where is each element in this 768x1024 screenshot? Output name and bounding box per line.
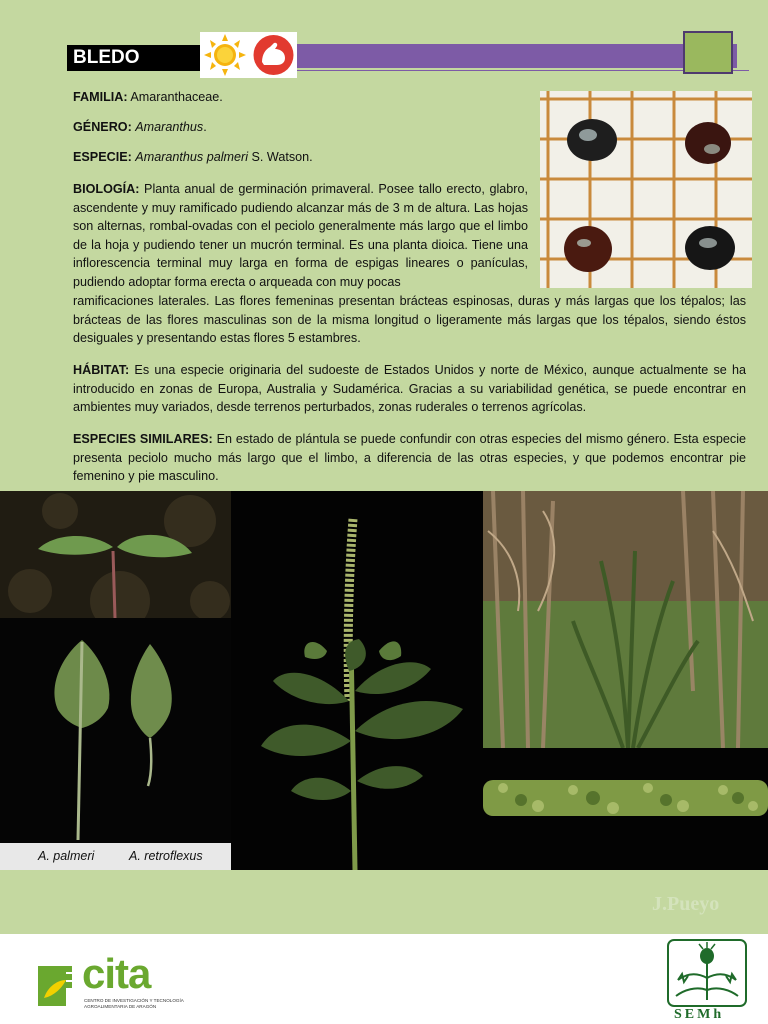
page-title: BLEDO [67, 45, 200, 71]
spike-photo [483, 748, 768, 870]
especie-line [73, 148, 746, 167]
header [0, 0, 768, 80]
habitat-text: Es una especie originaria del sudoeste de Estados Unidos y norte de México, aunque actualmente se ha introducido en zonas de Europa, Australia y Sudamérica. Gracias a su variabilidad genética, se puede encontrar en ambientes muy variados, desde terrenos perturbados, zonas ruderales o terrenos agrícolas. [73, 363, 746, 414]
cita-leaf-icon [36, 964, 80, 1012]
header-bar [297, 44, 737, 68]
seedling-photo [0, 491, 231, 618]
cita-wordmark: cita [82, 950, 151, 997]
similares-text: En estado de plántula se puede confundir con otras especies del mismo género. Esta especie presenta peciolo mucho más largo que el limbo, a diferencia de las otras especies, y que podemos encontrar pie femenino y pie masculino. [73, 432, 746, 483]
biologia-paragraph [73, 180, 528, 291]
familia-label: FAMILIA: [73, 90, 128, 104]
biologia-label: BIOLOGÍA: [73, 182, 140, 196]
footer [0, 934, 768, 1024]
header-square [683, 31, 733, 74]
familia-line [73, 88, 746, 107]
field-photo [483, 491, 768, 748]
strong-arm-icon [250, 32, 297, 78]
biologia-text-2: ramificaciones laterales. Las flores femeninas presentan brácteas espinosas, duras y más largas que los tépalos; las brácteas de las flores masculinas son de la misma longitud o ligeramente más largas que los tépalos, siendo éstos desiguales y presentando estas flores 5 estambres. [73, 294, 746, 345]
photo-credit: J.Pueyo [652, 893, 720, 915]
sun-icon [200, 32, 250, 78]
plant-photo [231, 491, 483, 870]
label-retroflexus: A. retroflexus [129, 849, 203, 863]
semh-wordmark: SEMh [674, 1007, 725, 1022]
genero-value: Amaranthus [135, 120, 204, 134]
biologia-paragraph-continued [73, 292, 746, 348]
similares-label: ESPECIES SIMILARES: [73, 432, 213, 446]
familia-value: Amaranthaceae. [127, 90, 223, 104]
similares-paragraph [73, 430, 746, 486]
habitat-label: HÁBITAT: [73, 363, 130, 377]
genero-end: . [203, 120, 207, 134]
leaves-photo [0, 618, 231, 843]
habitat-paragraph [73, 361, 746, 417]
species-labels [0, 843, 231, 870]
genero-line [73, 118, 746, 137]
header-underline [297, 70, 749, 71]
cita-subtitle: CENTRO DE INVESTIGACIÓN Y TECNOLOGÍA AGROALIMENTARIA DE ARAGÓN [84, 998, 184, 1009]
label-palmeri: A. palmeri [38, 849, 95, 863]
genero-label: GÉNERO: [73, 120, 132, 134]
especie-label: ESPECIE: [73, 150, 132, 164]
especie-author: S. Watson. [248, 150, 313, 164]
biologia-text: Planta anual de germinación primaveral. Posee tallo erecto, glabro, ascendente y muy ramificado pudiendo alcanzar más de 3 m de altura. Las hojas son alternas, rombal-ovadas con el peciolo generalmente más largo que el limbo de la hoja y pudiendo tener un mucrón terminal. Es una planta dioica. Tiene una inflorescencia terminal muy larga en forma de espigas lineares o panículas, pudiendo adoptar forma erecta o arqueada con muy pocas [73, 182, 528, 289]
thistle-icon [666, 938, 748, 1008]
cita-logo [36, 950, 184, 1010]
especie-value: Amaranthus palmeri [135, 150, 248, 164]
